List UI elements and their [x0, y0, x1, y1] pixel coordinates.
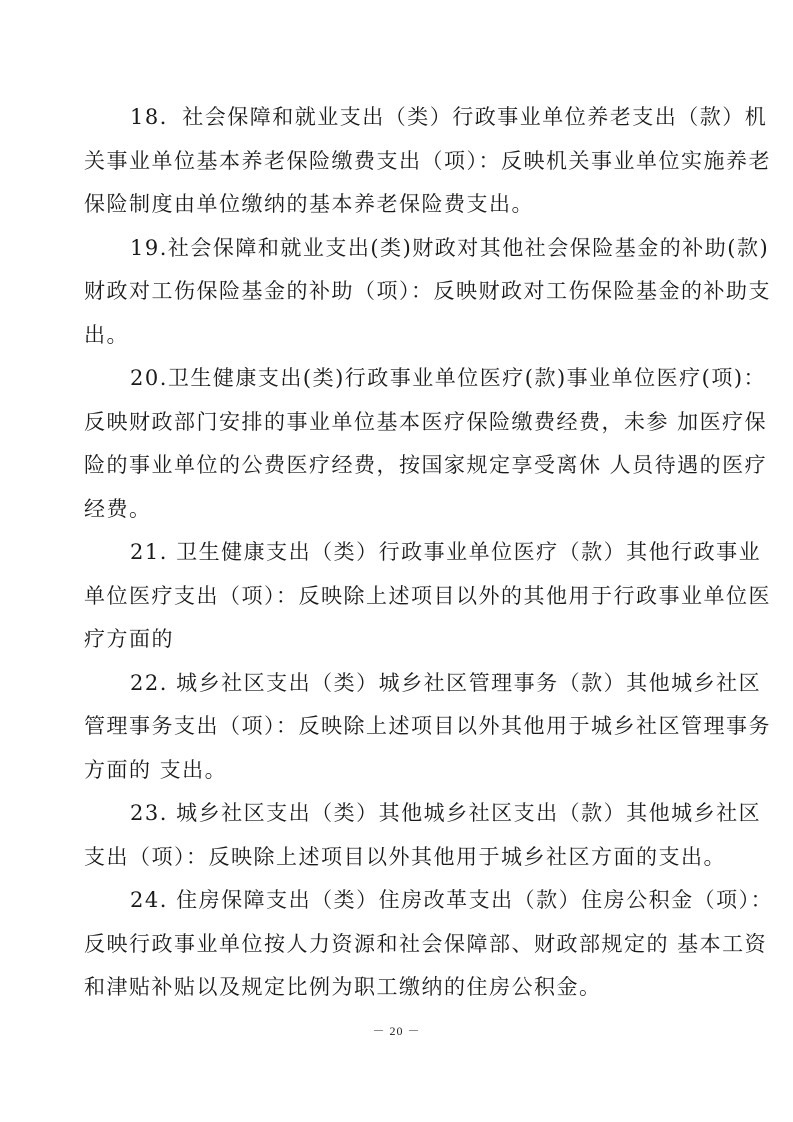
- paragraph-item-18: 18．社会保障和就业支出（类）行政事业单位养老支出（款）机关事业单位基本养老保险缴费支出（项）：反映机关事业单位实施养老保险制度由单位缴纳的基本养老保险费支出。: [84, 105, 771, 216]
- paragraph-item-24: 24. 住房保障支出（类）住房改革支出（款）住房公积金（项）：反映行政事业单位按人力资源和社会保障部、财政部规定的 基本工资和津贴补贴以及规定比例为职工缴纳的住房公积金。: [84, 888, 774, 999]
- paragraph-item-21: 21. 卫生健康支出（类）行政事业单位医疗（款）其他行政事业单位医疗支出（项）：反映除上述项目以外的其他用于行政事业单位医疗方面的: [84, 540, 771, 651]
- paragraph-item-19: 19.社会保障和就业支出(类)财政对其他社会保险基金的补助(款)财政对工伤保险基金的补助（项）：反映财政对工伤保险基金的补助支出。: [84, 235, 771, 347]
- paragraph-item-23: 23. 城乡社区支出（类）其他城乡社区支出（款）其他城乡社区支出（项）：反映除上述项目以外其他用于城乡社区方面的支出。: [84, 801, 762, 869]
- page-number: － 20 －: [372, 1024, 421, 1038]
- paragraph-item-22: 22. 城乡社区支出（类）城乡社区管理事务（款）其他城乡社区管理事务支出（项）：反映除上述项目以外其他用于城乡社区管理事务方面的 支出。: [84, 670, 771, 782]
- document-body: [84, 96, 774, 1010]
- paragraph-item-20: 20.卫生健康支出(类)行政事业单位医疗(款)事业单位医疗(项)：反映财政部门安排的事业单位基本医疗保险缴费经费，未参 加医疗保险的事业单位的公费医疗经费，按国家规定享受离休 人员待遇的医疗经费。: [84, 366, 768, 521]
